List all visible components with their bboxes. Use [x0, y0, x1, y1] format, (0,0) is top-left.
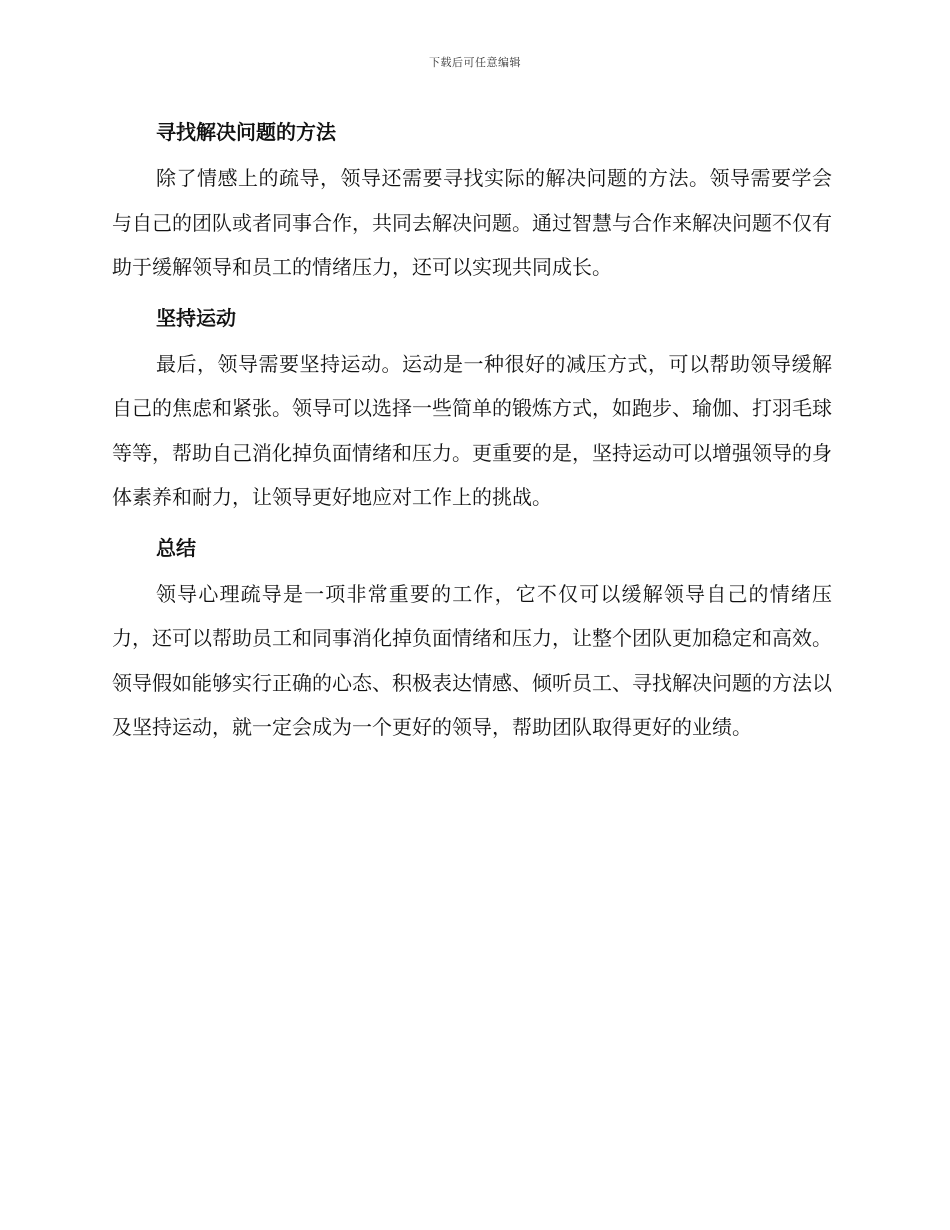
section-heading: 总结 [156, 535, 196, 560]
section-paragraph: 最后，领导需要坚持运动。运动是一种很好的减压方式，可以帮助领导缓解自己的焦虑和紧张。领导可以选择一些简单的锻炼方式，如跑步、瑜伽、打羽毛球等等，帮助自己消化掉负面情绪和压力。更重要的是，坚持运动可以增强领导的身体素养和耐力，让领导更好地应对工作上的挑战。 [112, 351, 832, 509]
document-body [112, 110, 832, 756]
section-paragraph: 除了情感上的疏导，领导还需要寻找实际的解决问题的方法。领导需要学会与自己的团队或者同事合作，共同去解决问题。通过智慧与合作来解决问题不仅有助于缓解领导和员工的情绪压力，还可以实现共同成长。 [112, 166, 832, 279]
section-paragraph: 领导心理疏导是一项非常重要的工作，它不仅可以缓解领导自己的情绪压力，还可以帮助员工和同事消化掉负面情绪和压力，让整个团队更加稳定和高效。领导假如能够实行正确的心态、积极表达情感、倾听员工、寻找解决问题的方法以及坚持运动，就一定会成为一个更好的领导，帮助团队取得更好的业绩。 [112, 581, 832, 739]
section-heading: 坚持运动 [156, 305, 236, 330]
page-header: 下载后可任意编辑 [429, 56, 521, 69]
section-heading: 寻找解决问题的方法 [156, 120, 336, 144]
section-problem-solving [112, 110, 832, 290]
section-exercise [112, 296, 832, 520]
section-summary [112, 526, 832, 750]
